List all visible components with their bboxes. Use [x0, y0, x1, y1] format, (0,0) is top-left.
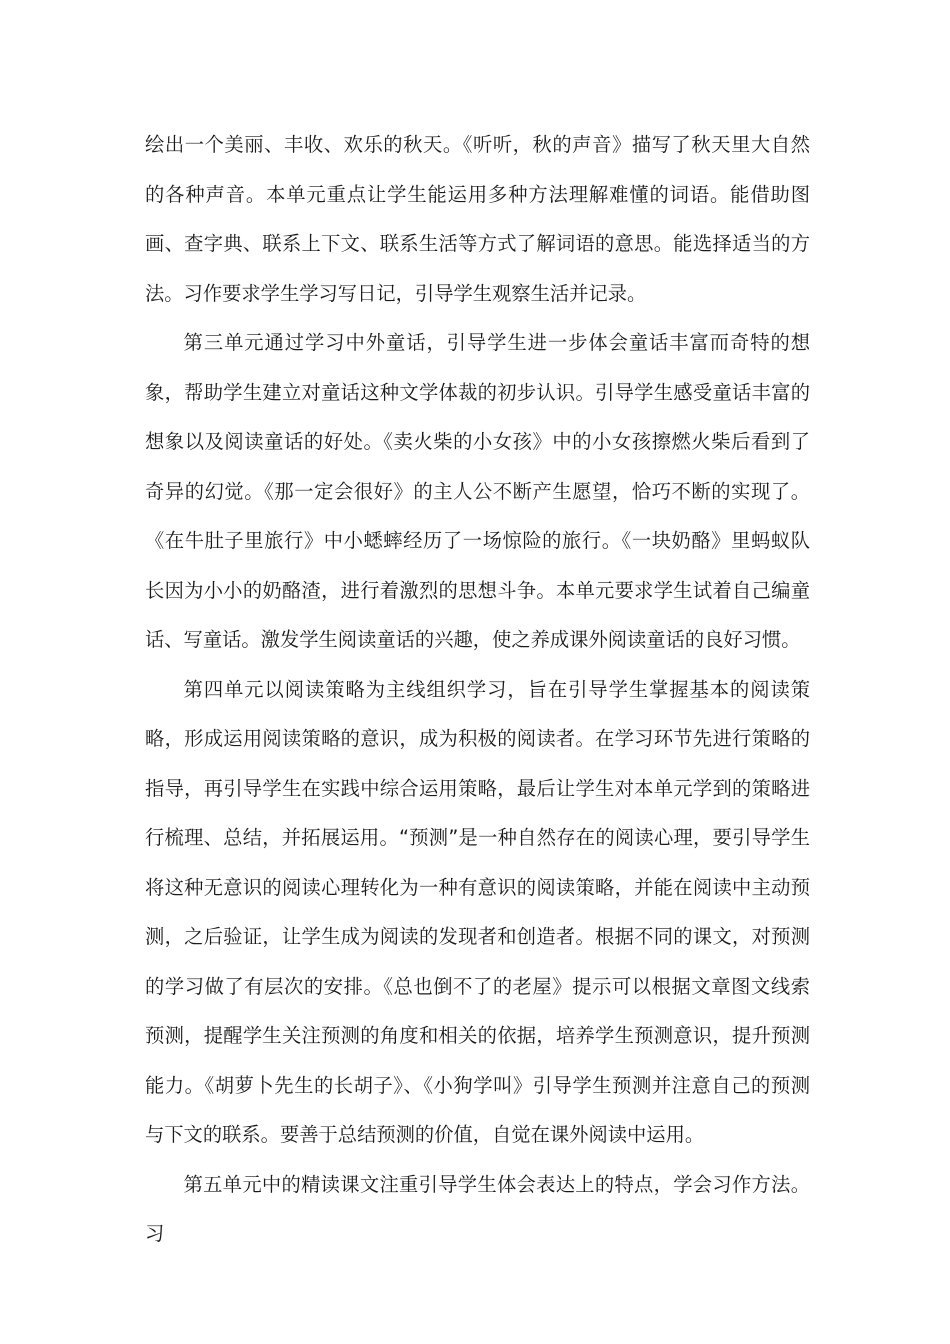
paragraph-unit-four: 第四单元以阅读策略为主线组织学习，旨在引导学生掌握基本的阅读策略，形成运用阅读策略的意识，成为积极的阅读者。在学习环节先进行策略的指导，再引导学生在实践中综合运用策略，最后让学生对本单元学到的策略进行梳理、总结，并拓展运用。“预测”是一种自然存在的阅读心理，要引导学生将这种无意识的阅读心理转化为一种有意识的阅读策略，并能在阅读中主动预测，之后验证，让学生成为阅读的发现者和创造者。根据不同的课文，对预测的学习做了有层次的安排。《总也倒不了的老屋》提示可以根据文章图文线索预测，提醒学生关注预测的角度和相关的依据，培养学生预测意识，提升预测能力。《胡萝卜先生的长胡子》、《小狗学叫》引导学生预测并注意自己的预测与下文的联系。要善于总结预测的价值，自觉在课外阅读中运用。 — [145, 677, 810, 1146]
paragraph-unit-five: 第五单元中的精读课文注重引导学生体会表达上的特点，学会习作方法。习 — [145, 1172, 810, 1245]
paragraph-unit-three: 第三单元通过学习中外童话，引导学生进一步体会童话丰富而奇特的想象，帮助学生建立对童话这种文学体裁的初步认识。引导学生感受童话丰富的想象以及阅读童话的好处。《卖火柴的小女孩》中的小女孩擦燃火柴后看到了奇异的幻觉。《那一定会很好》的主人公不断产生愿望，恰巧不断的实现了。《在牛肚子里旅行》中小蟋蟀经历了一场惊险的旅行。《一块奶酪》里蚂蚁队长因为小小的奶酪渣，进行着激烈的思想斗争。本单元要求学生试着自己编童话、写童话。激发学生阅读童话的兴趣，使之养成课外阅读童话的良好习惯。 — [145, 331, 810, 651]
body-text — [145, 120, 810, 1259]
paragraph-unit-two-continued: 绘出一个美丽、丰收、欢乐的秋天。《听听，秋的声音》描写了秋天里大自然的各种声音。本单元重点让学生能运用多种方法理解难懂的词语。能借助图画、查字典、联系上下文、联系生活等方式了解词语的意思。能选择适当的方法。习作要求学生学习写日记，引导学生观察生活并记录。 — [145, 133, 810, 305]
